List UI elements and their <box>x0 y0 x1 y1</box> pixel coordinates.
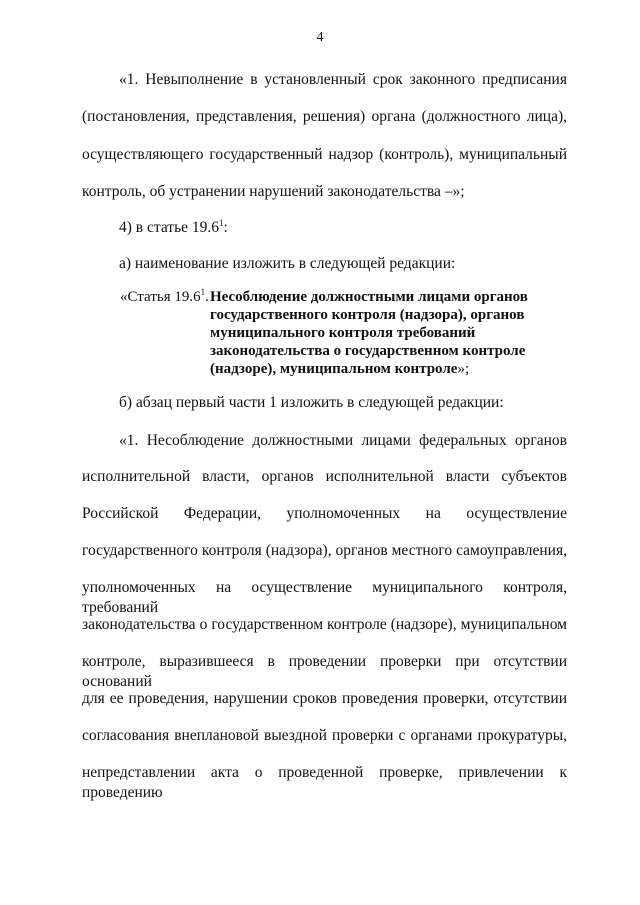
paragraph2-line-6: законодательства о государственном контроле (надзоре), муниципальном <box>82 616 567 633</box>
paragraph2-line-4: государственного контроля (надзора), органов местного самоуправления, <box>82 542 567 559</box>
article-title-line-5: (надзоре), муниципальном контроле»; <box>210 361 470 377</box>
paragraph2-line-10: непредставлении акта о проведенной проверке, привлечении к проведению <box>82 764 567 801</box>
item-4-superscript: 1 <box>219 218 224 228</box>
article-title-line-2: государственного контроля (надзора), органов <box>210 307 525 323</box>
paragraph2-line-7: контроле, выразившееся в проведении проверки при отсутствии оснований <box>82 653 567 690</box>
article-title-line-1: Несоблюдение должностными лицами органов <box>210 289 528 305</box>
paragraph2-line-1: «1. Несоблюдение должностными лицами федеральных органов <box>119 432 567 449</box>
paragraph2-line-8: для ее проведения, нарушении сроков проведения проверки, отсутствии <box>82 690 567 707</box>
paragraph1-line-2: (постановления, представления, решения) органа (должностного лица), <box>82 108 567 125</box>
paragraph1-line-4: контроль, об устранении нарушений законодательства –»; <box>82 183 465 200</box>
item-b: б) абзац первый части 1 изложить в следующей редакции: <box>119 394 504 411</box>
article-title-text <box>210 288 550 378</box>
paragraph1-line-3: осуществляющего государственный надзор (контроль), муниципальный <box>82 146 567 163</box>
paragraph2-line-2: исполнительной власти, органов исполнительной власти субъектов <box>82 468 567 485</box>
article-title-prefix: «Статья 19.6$^1$. <box>120 287 209 305</box>
paragraph2-line-3: Российской Федерации, уполномоченных на осуществление <box>82 505 567 522</box>
paragraph2-line-9: согласования внеплановой выездной проверки с органами прокуратуры, <box>82 727 567 744</box>
item-a: а) наименование изложить в следующей редакции: <box>119 255 456 272</box>
article-title-line-3: муниципального контроля требований <box>210 325 476 341</box>
item-4: 4) в статье 19.6$^1$: <box>119 218 228 236</box>
paragraph1-line-1: «1. Невыполнение в установленный срок законного предписания <box>119 71 567 88</box>
page-number: 4 <box>316 30 324 45</box>
paragraph2-line-5: уполномоченных на осуществление муниципального контроля, требований <box>82 579 567 616</box>
article-title-line-4: законодательства о государственном контроле <box>210 343 526 359</box>
